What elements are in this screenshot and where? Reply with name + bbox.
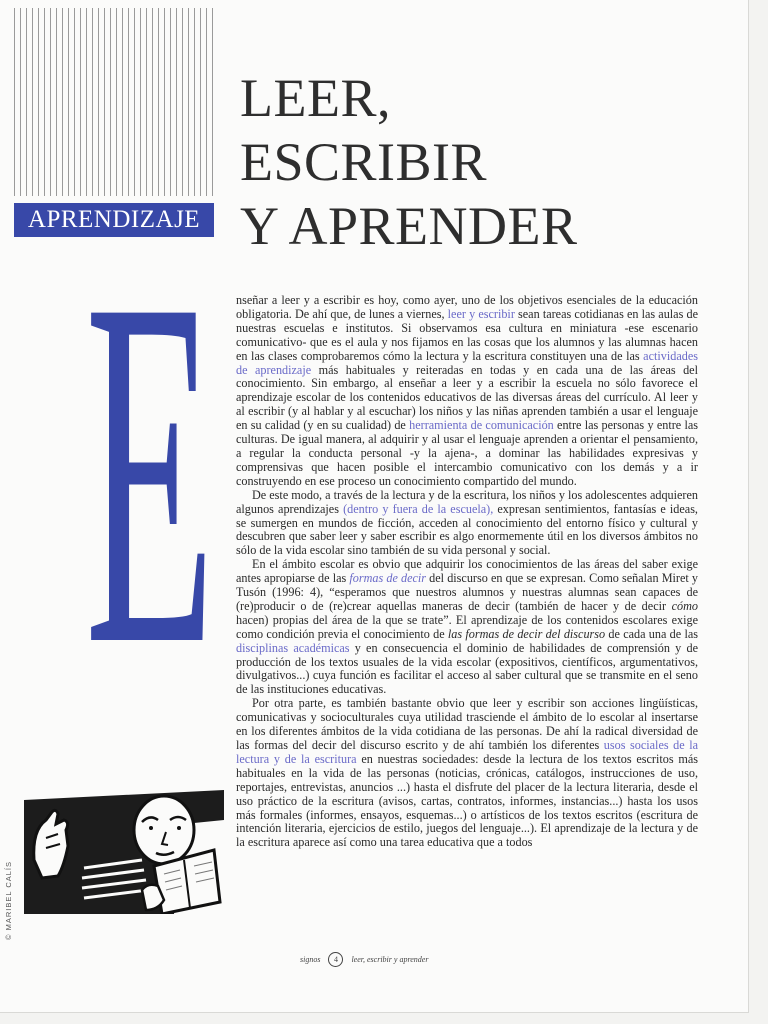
- link-actividades-de-aprendizaje: actividades de aprendizaje: [236, 348, 698, 377]
- footer-magazine-name: signos: [300, 954, 321, 964]
- link-disciplinas-academicas: disciplinas académicas: [236, 640, 350, 655]
- paragraph-3: En el ámbito escolar es obvio que adquirir los conocimientos de las áreas del saber exige antes apropiarse de las formas de decir del discurso en que se expresan. Como señalan Miret y Tusón (1996: 4), “esperamos que nuestros alumnos y nuestras alumnas sean capaces de (re)producir o de (re)crear aquellas maneras de decir (también de hacer y de decir cómo hacen) propias del área de la que se trate”. El aprendizaje de los contenidos escolares exige como condición previa el conocimiento de las formas de decir del discurso de cada una de las disciplinas académicas y en consecuencia el dominio de habilidades de comprensión y de producción de los textos usuales de la vida escolar (expositivos, científicos, argumentativos, divulgativos...) cuya función es facilitar el acceso al saber cultural que se transmite en el seno de las instituciones educativas.: [236, 557, 699, 697]
- drop-cap-letter: E: [85, 290, 215, 660]
- footer-article-title: leer, escribir y aprender: [351, 954, 429, 964]
- page-number: 4: [328, 952, 343, 967]
- title-line-1: LEER,: [240, 68, 391, 128]
- article-body: [236, 294, 698, 850]
- reading-man-illustration: [24, 790, 224, 914]
- link-formas-de-decir: formas de decir: [349, 571, 427, 586]
- link-dentro-y-fuera: (dentro y fuera de la escuela),: [343, 501, 494, 516]
- title-line-2: ESCRIBIR: [240, 132, 488, 192]
- paragraph-1: nseñar a leer y a escribir es hoy, como ayer, uno de los objetivos esenciales de la educación obligatoria. De ahí que, de lunes a viernes, leer y escribir sean tareas cotidianas en las aulas de nuestras escuelas e institutos. Si observamos esa cultura en miniatura -ese escenario comunicativo- que es el aula y nos fijamos en las cosas que los alumnos y las alumnas hacen en las clases comprobaremos cómo la lectura y la escritura constituyen una de las actividades de aprendizaje más habituales y reiteradas en todas y en cada una de las áreas del conocimiento. Sin embargo, al enseñar a leer y a escribir la escuela no sólo favorece el aprendizaje escolar de los contenidos educativos de las diversas áreas del currículo. Al leer y al escribir (y al hablar y al escuchar) los niños y las niñas aprenden también a usar el lenguaje en su calidad (y en su cualidad) de herramienta de comunicación entre las personas y entre las culturas. De igual manera, al adquirir y al usar el lenguaje aprenden a orientar el pensamiento, a regular la conducta personal -y la ajena-, a dominar las habilidades expresivas y comprensivas que hacen posible el intercambio comunicativo con los demás y a ir construyendo en ese proceso un conocimiento compartido del mundo.: [236, 293, 698, 488]
- illustration-credit: © MARIBEL CALÍS: [4, 860, 13, 940]
- drop-cap: [80, 290, 220, 660]
- link-usos-sociales: usos sociales de la lectura y de la escritura: [236, 738, 698, 766]
- section-label: APRENDIZAJE: [14, 203, 214, 237]
- decorative-stripes: [14, 8, 214, 196]
- page-footer: [300, 950, 560, 968]
- link-leer-y-escribir: leer y escribir: [447, 306, 515, 321]
- paragraph-4: Por otra parte, es también bastante obvio que leer y escribir son acciones lingüísticas, comunicativas y socioculturales cuya utilidad trasciende el ámbito de lo escolar al insertarse en los diferentes ámbitos de la vida cotidiana de las personas. De ahí la radical diversidad de las formas del decir del discurso escrito y de ahí también los diferentes usos sociales de la lectura y de la escritura en nuestras sociedades: desde la lectura de los textos escritos más habituales en la vida de las personas (noticias, crónicas, catálogos, instrucciones de uso, reportajes, entrevistas, anuncios ...) hasta el disfrute del placer de la lectura literaria, desde el uso práctico de la escritura (avisos, cartas, contratos, informes, instancias...) hasta los usos más formales (informes, ensayos, esquemas...) o artísticos de los textos escritos (escritura de intención literaria, ejercicios de estilo, juegos del lenguaje...). El aprendizaje de la lectura y de la escritura aparece así como una tarea educativa que a todos: [236, 696, 698, 850]
- link-herramienta-de-comunicacion: herramienta de comunicación: [409, 418, 554, 433]
- title-line-3: Y APRENDER: [240, 196, 578, 256]
- paragraph-2: De este modo, a través de la lectura y de la escritura, los niños y los adolescentes adquieren algunos aprendizajes (dentro y fuera de la escuela), expresan sentimientos, fantasías e ideas, se sumergen en mundos de ficción, acceden al conocimiento del entorno físico y cultural y descubren que saber leer y saber escribir es algo enormemente útil en los diversos ámbitos no sólo de la vida escolar sino también de su vida personal y social.: [236, 487, 698, 558]
